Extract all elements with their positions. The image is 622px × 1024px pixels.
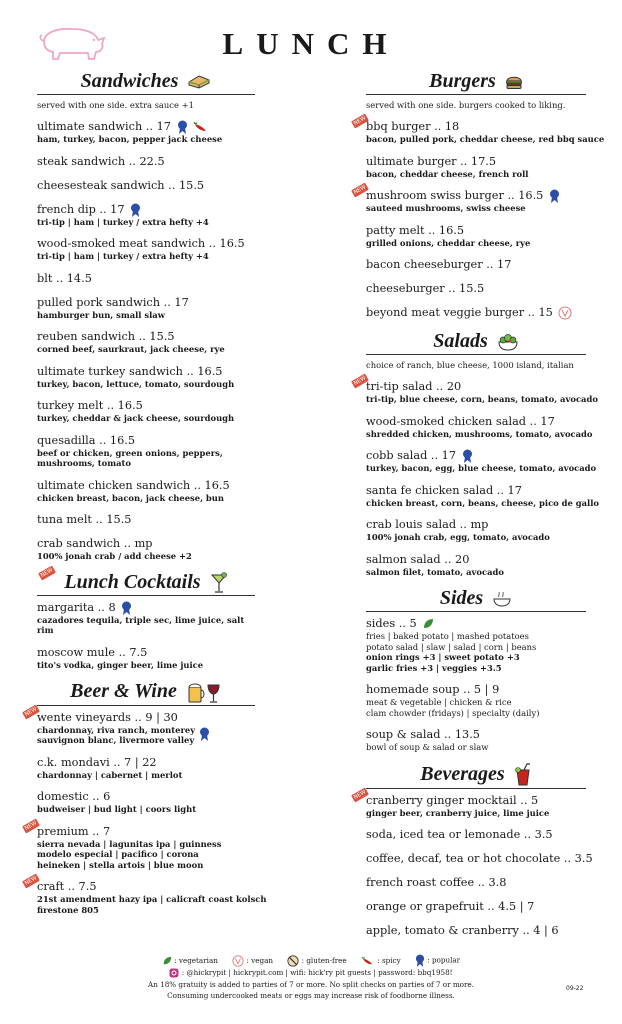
burgers-heading: Burgers xyxy=(366,70,586,95)
beer-wine-icon xyxy=(186,682,222,704)
item-description: bacon, cheddar cheese, french roll xyxy=(366,168,529,179)
menu-item xyxy=(37,179,255,193)
item-name: bacon cheeseburger .. 17 xyxy=(366,258,512,271)
item-description: grilled onions, cheddar cheese, rye xyxy=(366,237,531,248)
menu-item xyxy=(352,115,605,145)
item-name: quesadilla .. 16.5 xyxy=(37,433,136,447)
item-name: soup & salad .. 13.5 xyxy=(366,728,480,741)
item-name: coffee, decaf, tea or hot chocolate .. 3.5 xyxy=(366,852,593,866)
sides-heading: Sides xyxy=(366,587,586,612)
item-description: turkey, bacon, egg, blue cheese, tomato, avocado xyxy=(366,463,597,473)
item-name: ultimate chicken sandwich .. 16.5 xyxy=(37,478,230,492)
health-warning: Consuming undercooked meats or eggs may increase risk of foodborne illness. xyxy=(167,991,455,1000)
menu-item xyxy=(23,875,267,915)
popular-ribbon-icon xyxy=(462,449,473,463)
item-name: homemade soup .. 5 | 9 xyxy=(366,683,500,696)
beverages-section xyxy=(352,762,593,939)
item-name: patty melt .. 16.5 xyxy=(366,223,465,237)
item-description: garlic fries +3 | veggies +3.5 xyxy=(366,662,502,673)
item-description: tri-tip, blue cheese, corn, beans, tomato, avocado xyxy=(366,394,598,404)
sandwiches-section xyxy=(37,70,255,562)
item-description: 100% jonah crab / add cheese +2 xyxy=(37,551,192,561)
item-name: craft .. 7.5 xyxy=(37,880,97,894)
social-line: : @hickrypit | hickrypit.com | wifi: hick'ry pit guests | password: bbq1958! xyxy=(0,967,622,979)
item-name: ultimate sandwich .. 17 xyxy=(37,120,171,133)
beverages-heading: Beverages xyxy=(366,763,586,789)
item-description: heineken | stella artois | blue moon xyxy=(37,859,204,870)
item-name: cobb salad .. 17 xyxy=(366,449,457,462)
item-description: clam chowder (fridays) | specialty (daily) xyxy=(366,707,540,718)
legend-vegan: : vegan xyxy=(232,955,273,967)
item-name: ultimate burger .. 17.5 xyxy=(366,154,497,168)
item-name: blt .. 14.5 xyxy=(37,271,92,285)
item-name: bbq burger .. 18 xyxy=(366,120,460,133)
item-description: modelo especial | pacifico | corona xyxy=(37,849,199,860)
item-description: ginger beer, cranberry juice, lime juice xyxy=(366,807,550,818)
new-badge: NEW xyxy=(39,566,55,579)
item-description: chicken breast, corn, beans, cheese, pico de gallo xyxy=(366,497,599,508)
new-badge: NEW xyxy=(23,875,39,888)
item-name: orange or grapefruit .. 4.5 | 7 xyxy=(366,900,535,914)
menu-item xyxy=(37,513,255,527)
new-badge: NEW xyxy=(352,184,368,196)
legend xyxy=(0,954,622,967)
menu-item xyxy=(366,518,586,543)
soup-icon xyxy=(492,590,512,608)
item-description: sauteed mushrooms, swiss cheese xyxy=(366,203,526,213)
salads-section xyxy=(352,330,599,577)
menu-item xyxy=(366,617,586,673)
page-title: LUNCH xyxy=(222,26,400,61)
burger-icon xyxy=(505,74,523,90)
item-name: crab sandwich .. mp xyxy=(37,537,153,550)
burgers-section xyxy=(352,70,605,320)
menu-item xyxy=(37,155,255,169)
item-description: 21st amendment hazy ipa | calicraft coast kolsch xyxy=(37,894,267,905)
leaf-icon xyxy=(162,956,172,966)
menu-item xyxy=(366,306,586,320)
vegan-icon xyxy=(232,955,244,967)
item-description: potato salad | slaw | salad | corn | beans xyxy=(366,641,537,652)
item-name: crab louis salad .. mp xyxy=(366,518,489,531)
menu-item xyxy=(37,399,255,424)
vegan-icon xyxy=(558,306,572,320)
menu-item xyxy=(366,155,586,180)
right-column xyxy=(352,70,605,948)
menu-item xyxy=(352,789,586,819)
item-name: salmon salad .. 20 xyxy=(366,552,470,566)
menu-item xyxy=(366,924,586,938)
item-name: moscow mule .. 7.5 xyxy=(37,645,148,659)
item-description: chicken breast, bacon, jack cheese, bun xyxy=(37,492,224,503)
item-name: wente vineyards .. 9 | 30 xyxy=(37,710,178,724)
item-description: sierra nevada | lagunitas ipa | guinness xyxy=(37,838,222,849)
menu-item xyxy=(37,756,255,781)
menu-item xyxy=(352,184,586,214)
item-description: chardonnay | cabernet | merlot xyxy=(37,769,183,780)
menu-item xyxy=(37,330,255,355)
menu-item xyxy=(366,224,586,249)
item-description: salmon filet, tomato, avocado xyxy=(366,566,504,577)
item-name: domestic .. 6 xyxy=(37,790,111,804)
menu-item xyxy=(37,601,255,636)
item-description: chardonnay, riva ranch, monterey xyxy=(37,724,196,735)
menu-item xyxy=(37,237,255,262)
item-name: wood-smoked meat sandwich .. 16.5 xyxy=(37,237,245,250)
menu-item xyxy=(37,646,255,671)
menu-item xyxy=(366,683,586,718)
lunch-cocktails-section xyxy=(37,566,255,671)
popular-ribbon-icon xyxy=(549,189,560,203)
menu-item xyxy=(366,282,586,296)
leaf-icon xyxy=(422,618,434,630)
item-description: sauvignon blanc, livermore valley xyxy=(37,735,255,746)
item-name: tuna melt .. 15.5 xyxy=(37,513,132,526)
spicy-pepper-icon xyxy=(361,956,375,966)
menu-item xyxy=(23,705,255,746)
menu-item xyxy=(37,203,255,228)
item-description: tri-tip | ham | turkey / extra hefty +4 xyxy=(37,216,209,227)
item-name: wood-smoked chicken salad .. 17 xyxy=(366,414,555,428)
item-description: budweiser | bud light | coors light xyxy=(37,804,197,815)
burgers-note: served with one side. burgers cooked to liking. xyxy=(366,100,566,110)
beer-wine-heading: Beer & Wine xyxy=(37,680,255,705)
item-description: cazadores tequila, triple sec, lime juice, salt rim xyxy=(37,614,245,636)
beer-wine-section xyxy=(23,680,267,915)
item-name: cheesesteak sandwich .. 15.5 xyxy=(37,178,205,192)
menu-item xyxy=(23,819,255,871)
item-description: tito's vodka, ginger beer, lime juice xyxy=(37,659,204,670)
instagram-icon xyxy=(169,968,179,978)
menu-item xyxy=(352,375,598,405)
item-name: ultimate turkey sandwich .. 16.5 xyxy=(37,364,223,378)
footer xyxy=(0,954,622,1002)
item-description: meat & vegetable | chicken & rice xyxy=(366,697,512,707)
menu-item xyxy=(37,365,255,390)
legend-popular: : popular xyxy=(415,954,460,967)
item-description: corned beef, saurkraut, jack cheese, rye xyxy=(37,344,225,354)
spicy-pepper-icon xyxy=(193,121,209,133)
menu-item xyxy=(366,449,597,474)
gratuity-note: An 18% gratuity is added to parties of 7 or more. No split checks on parties of 7 or more. xyxy=(148,979,474,989)
menu-item xyxy=(366,728,586,753)
item-name: c.k. mondavi .. 7 | 22 xyxy=(37,755,157,769)
item-description: firestone 805 xyxy=(37,904,99,915)
new-badge: NEW xyxy=(23,819,39,832)
popular-ribbon-icon xyxy=(199,727,210,741)
new-badge: NEW xyxy=(352,789,368,801)
date-code: 09-22 xyxy=(566,985,584,992)
popular-ribbon-icon xyxy=(121,601,132,615)
item-description: shredded chicken, mushrooms, tomato, avocado xyxy=(366,428,593,439)
salads-heading: Salads xyxy=(366,330,586,355)
item-name: cranberry ginger mocktail .. 5 xyxy=(366,793,539,807)
sandwiches-note: served with one side. extra sauce +1 xyxy=(37,100,194,110)
item-description: tri-tip | ham | turkey / extra hefty +4 xyxy=(37,251,209,261)
item-name: soda, iced tea or lemonade .. 3.5 xyxy=(366,828,553,842)
item-name: margarita .. 8 xyxy=(37,600,116,614)
item-description: 100% jonah crab, egg, tomato, avocado xyxy=(366,532,550,542)
legend-spicy: : spicy xyxy=(361,955,401,967)
new-badge: NEW xyxy=(23,705,39,718)
legend-vegetarian: : vegetarian xyxy=(162,955,218,967)
beverage-icon xyxy=(514,763,532,787)
item-name: french roast coffee .. 3.8 xyxy=(366,876,507,890)
item-name: santa fe chicken salad .. 17 xyxy=(366,483,522,497)
item-description: turkey, cheddar & jack cheese, sourdough xyxy=(37,413,235,423)
gluten-free-icon xyxy=(287,955,299,967)
item-name: cheeseburger .. 15.5 xyxy=(366,282,485,295)
lunch-cocktails-heading: Lunch Cocktails xyxy=(37,571,255,596)
menu-item xyxy=(366,258,586,272)
item-name: tri-tip salad .. 20 xyxy=(366,380,462,393)
item-description: bowl of soup & salad or slaw xyxy=(366,742,489,752)
item-description: turkey, bacon, lettuce, tomato, sourdough xyxy=(37,378,235,389)
item-description: bacon, pulled pork, cheddar cheese, red bbq sauce xyxy=(366,134,605,144)
sides-section xyxy=(366,587,586,753)
popular-ribbon-icon xyxy=(415,954,425,967)
legend-gluten-free: : gluten-free xyxy=(287,955,346,967)
item-name: turkey melt .. 16.5 xyxy=(37,399,143,412)
item-name: beyond meat veggie burger .. 15 xyxy=(366,306,553,319)
salad-icon xyxy=(497,333,519,351)
menu-item xyxy=(37,434,255,469)
menu-item xyxy=(366,876,586,890)
item-description: beef or chicken, green onions, peppers, mushrooms, tomato xyxy=(37,447,223,468)
menu-item xyxy=(366,900,586,914)
new-badge: NEW xyxy=(352,375,368,387)
menu-item xyxy=(366,852,593,866)
menu-item xyxy=(366,414,593,440)
left-column xyxy=(23,70,267,925)
sandwiches-heading: Sandwiches xyxy=(37,70,255,95)
item-description: onion rings +3 | sweet potato +3 xyxy=(366,652,520,662)
item-name: french dip .. 17 xyxy=(37,202,125,216)
menu-item xyxy=(366,553,586,578)
menu-item xyxy=(366,483,599,509)
item-description: ham, turkey, bacon, pepper jack cheese xyxy=(37,134,223,144)
item-name: premium .. 7 xyxy=(37,824,111,838)
menu-item xyxy=(37,272,255,286)
menu-item xyxy=(37,296,255,321)
salads-note: choice of ranch, blue cheese, 1000 island, italian xyxy=(366,360,574,370)
menu-item xyxy=(37,790,255,815)
item-name: sides .. 5 xyxy=(366,617,417,630)
item-name: mushroom swiss burger .. 16.5 xyxy=(366,189,544,202)
popular-ribbon-icon xyxy=(130,203,141,217)
item-description: fries | baked potato | mashed potatoes xyxy=(366,631,529,641)
item-name: pulled pork sandwich .. 17 xyxy=(37,295,189,309)
menu-item xyxy=(37,479,255,504)
menu-item xyxy=(37,537,255,562)
item-description: hamburger bun, small slaw xyxy=(37,309,165,320)
menu-item xyxy=(366,828,586,842)
item-name: apple, tomato & cranberry .. 4 | 6 xyxy=(366,924,559,938)
menu-item xyxy=(37,120,255,145)
cocktail-icon xyxy=(210,572,228,594)
popular-ribbon-icon xyxy=(177,120,188,134)
item-name: reuben sandwich .. 15.5 xyxy=(37,330,175,343)
item-name: steak sandwich .. 22.5 xyxy=(37,154,165,168)
new-badge: NEW xyxy=(352,115,368,127)
sandwich-icon xyxy=(187,74,211,90)
